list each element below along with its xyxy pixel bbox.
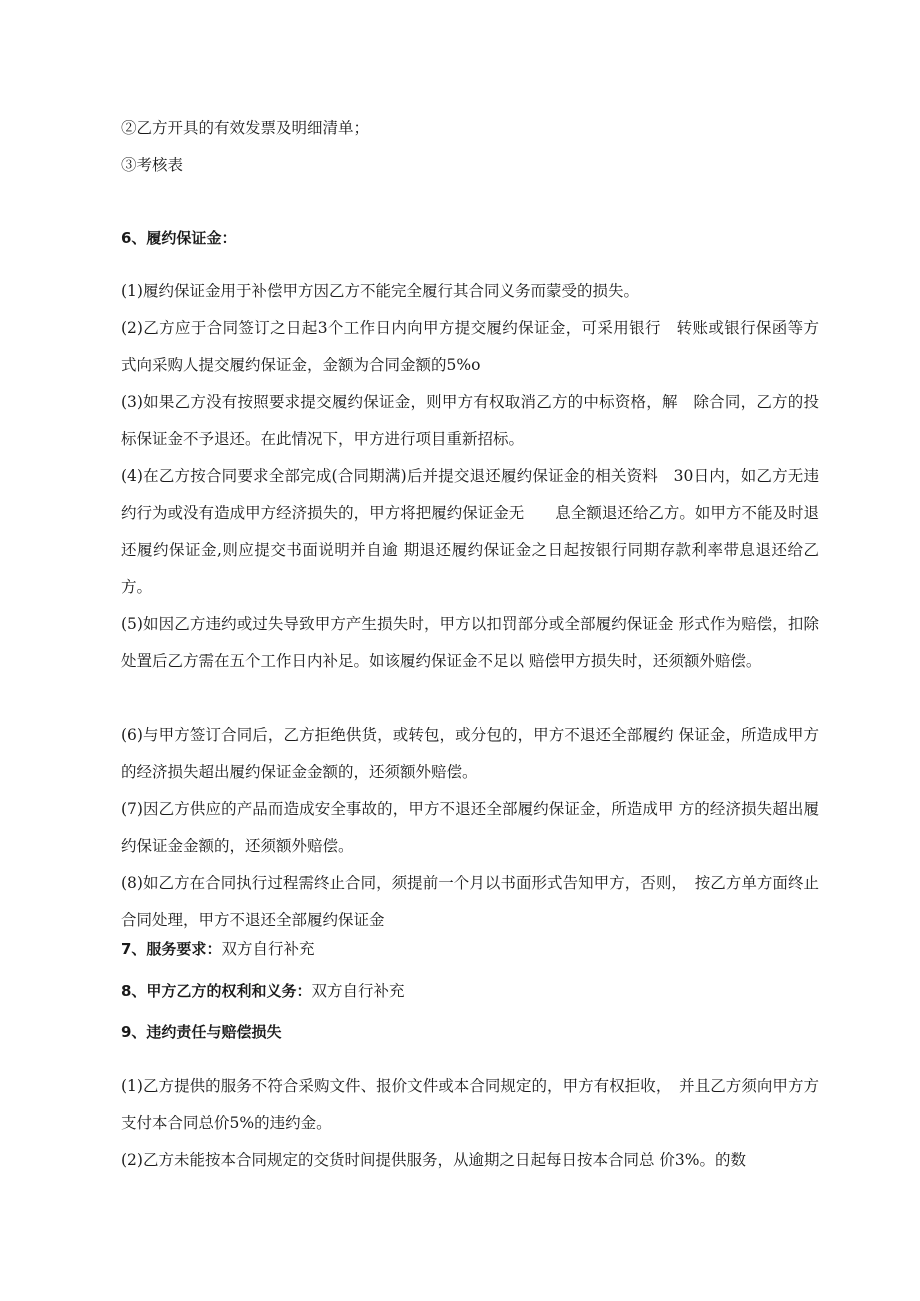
paragraph-6-6: (6)与甲方签订合同后，乙方拒绝供货，或转包，或分包的，甲方不退还全部履约 保证金，所造成甲方的经济损失超出履约保证金金额的，还须额外赔偿。 (121, 726, 819, 781)
section-8 (121, 981, 404, 1001)
section-heading-rights-obligations: 8、甲方乙方的权利和义务： (121, 982, 312, 1000)
paragraph-6-4: (4)在乙方按合同要求全部完成(合同期满)后并提交退还履约保证金的相关资料 30日内，如乙方无违约行为或没有造成甲方经济损失的，甲方将把履约保证金无 息全额退还给乙方。如甲方不能及时退还履约保证金,则应提交书面说明并自逾 期退还履约保证金之日起按银行同期存款利率带息退还给乙方。 (121, 467, 819, 596)
paragraph-6-8: (8)如乙方在合同执行过程需终止合同，须提前一个月以书面形式告知甲方，否则， 按乙方单方面终止合同处理，甲方不退还全部履约保证金 (121, 874, 819, 929)
paragraph-6-7: (7)因乙方供应的产品而造成安全事故的，甲方不退还全部履约保证金，所造成甲 方的经济损失超出履约保证金金额的，还须额外赔偿。 (121, 800, 819, 855)
paragraph-6-5: (5)如因乙方违约或过失导致甲方产生损失时，甲方以扣罚部分或全部履约保证金 形式作为赔偿，扣除处置后乙方需在五个工作日内补足。如该履约保证金不足以 赔偿甲方损失时，还须额外赔偿。 (121, 615, 819, 670)
section-7 (121, 939, 314, 959)
paragraph-6-2: (2)乙方应于合同签订之日起3个工作日内向甲方提交履约保证金，可采用银行 转账或银行保函等方式向采购人提交履约保证金，金额为合同金额的5%o (121, 319, 819, 374)
paragraph-6-1: (1)履约保证金用于补偿甲方因乙方不能完全履行其合同义务而蒙受的损失。 (121, 282, 639, 300)
section-8-text: 双方自行补充 (311, 982, 405, 1000)
section-heading-service-requirements: 7、服务要求： (121, 940, 222, 958)
list-item-invoice: ②乙方开具的有效发票及明细清单； (121, 119, 370, 137)
paragraph-9-2: (2)乙方未能按本合同规定的交货时间提供服务，从逾期之日起每日按本合同总 价3%。的数 (121, 1151, 746, 1169)
section-7-text: 双方自行补充 (221, 940, 315, 958)
section-heading-performance-bond: 6、履约保证金： (121, 229, 237, 247)
section-heading-liability: 9、违约责任与赔偿损失 (121, 1023, 282, 1041)
paragraph-6-3: (3)如果乙方没有按照要求提交履约保证金，则甲方有权取消乙方的中标资格，解 除合同，乙方的投标保证金不予退还。在此情况下，甲方进行项目重新招标。 (121, 393, 819, 448)
paragraph-9-1: (1)乙方提供的服务不符合采购文件、报价文件或本合同规定的，甲方有权拒收， 并且乙方须向甲方方支付本合同总价5%的违约金。 (121, 1077, 819, 1132)
list-item-assessment: ③考核表 (121, 156, 184, 174)
